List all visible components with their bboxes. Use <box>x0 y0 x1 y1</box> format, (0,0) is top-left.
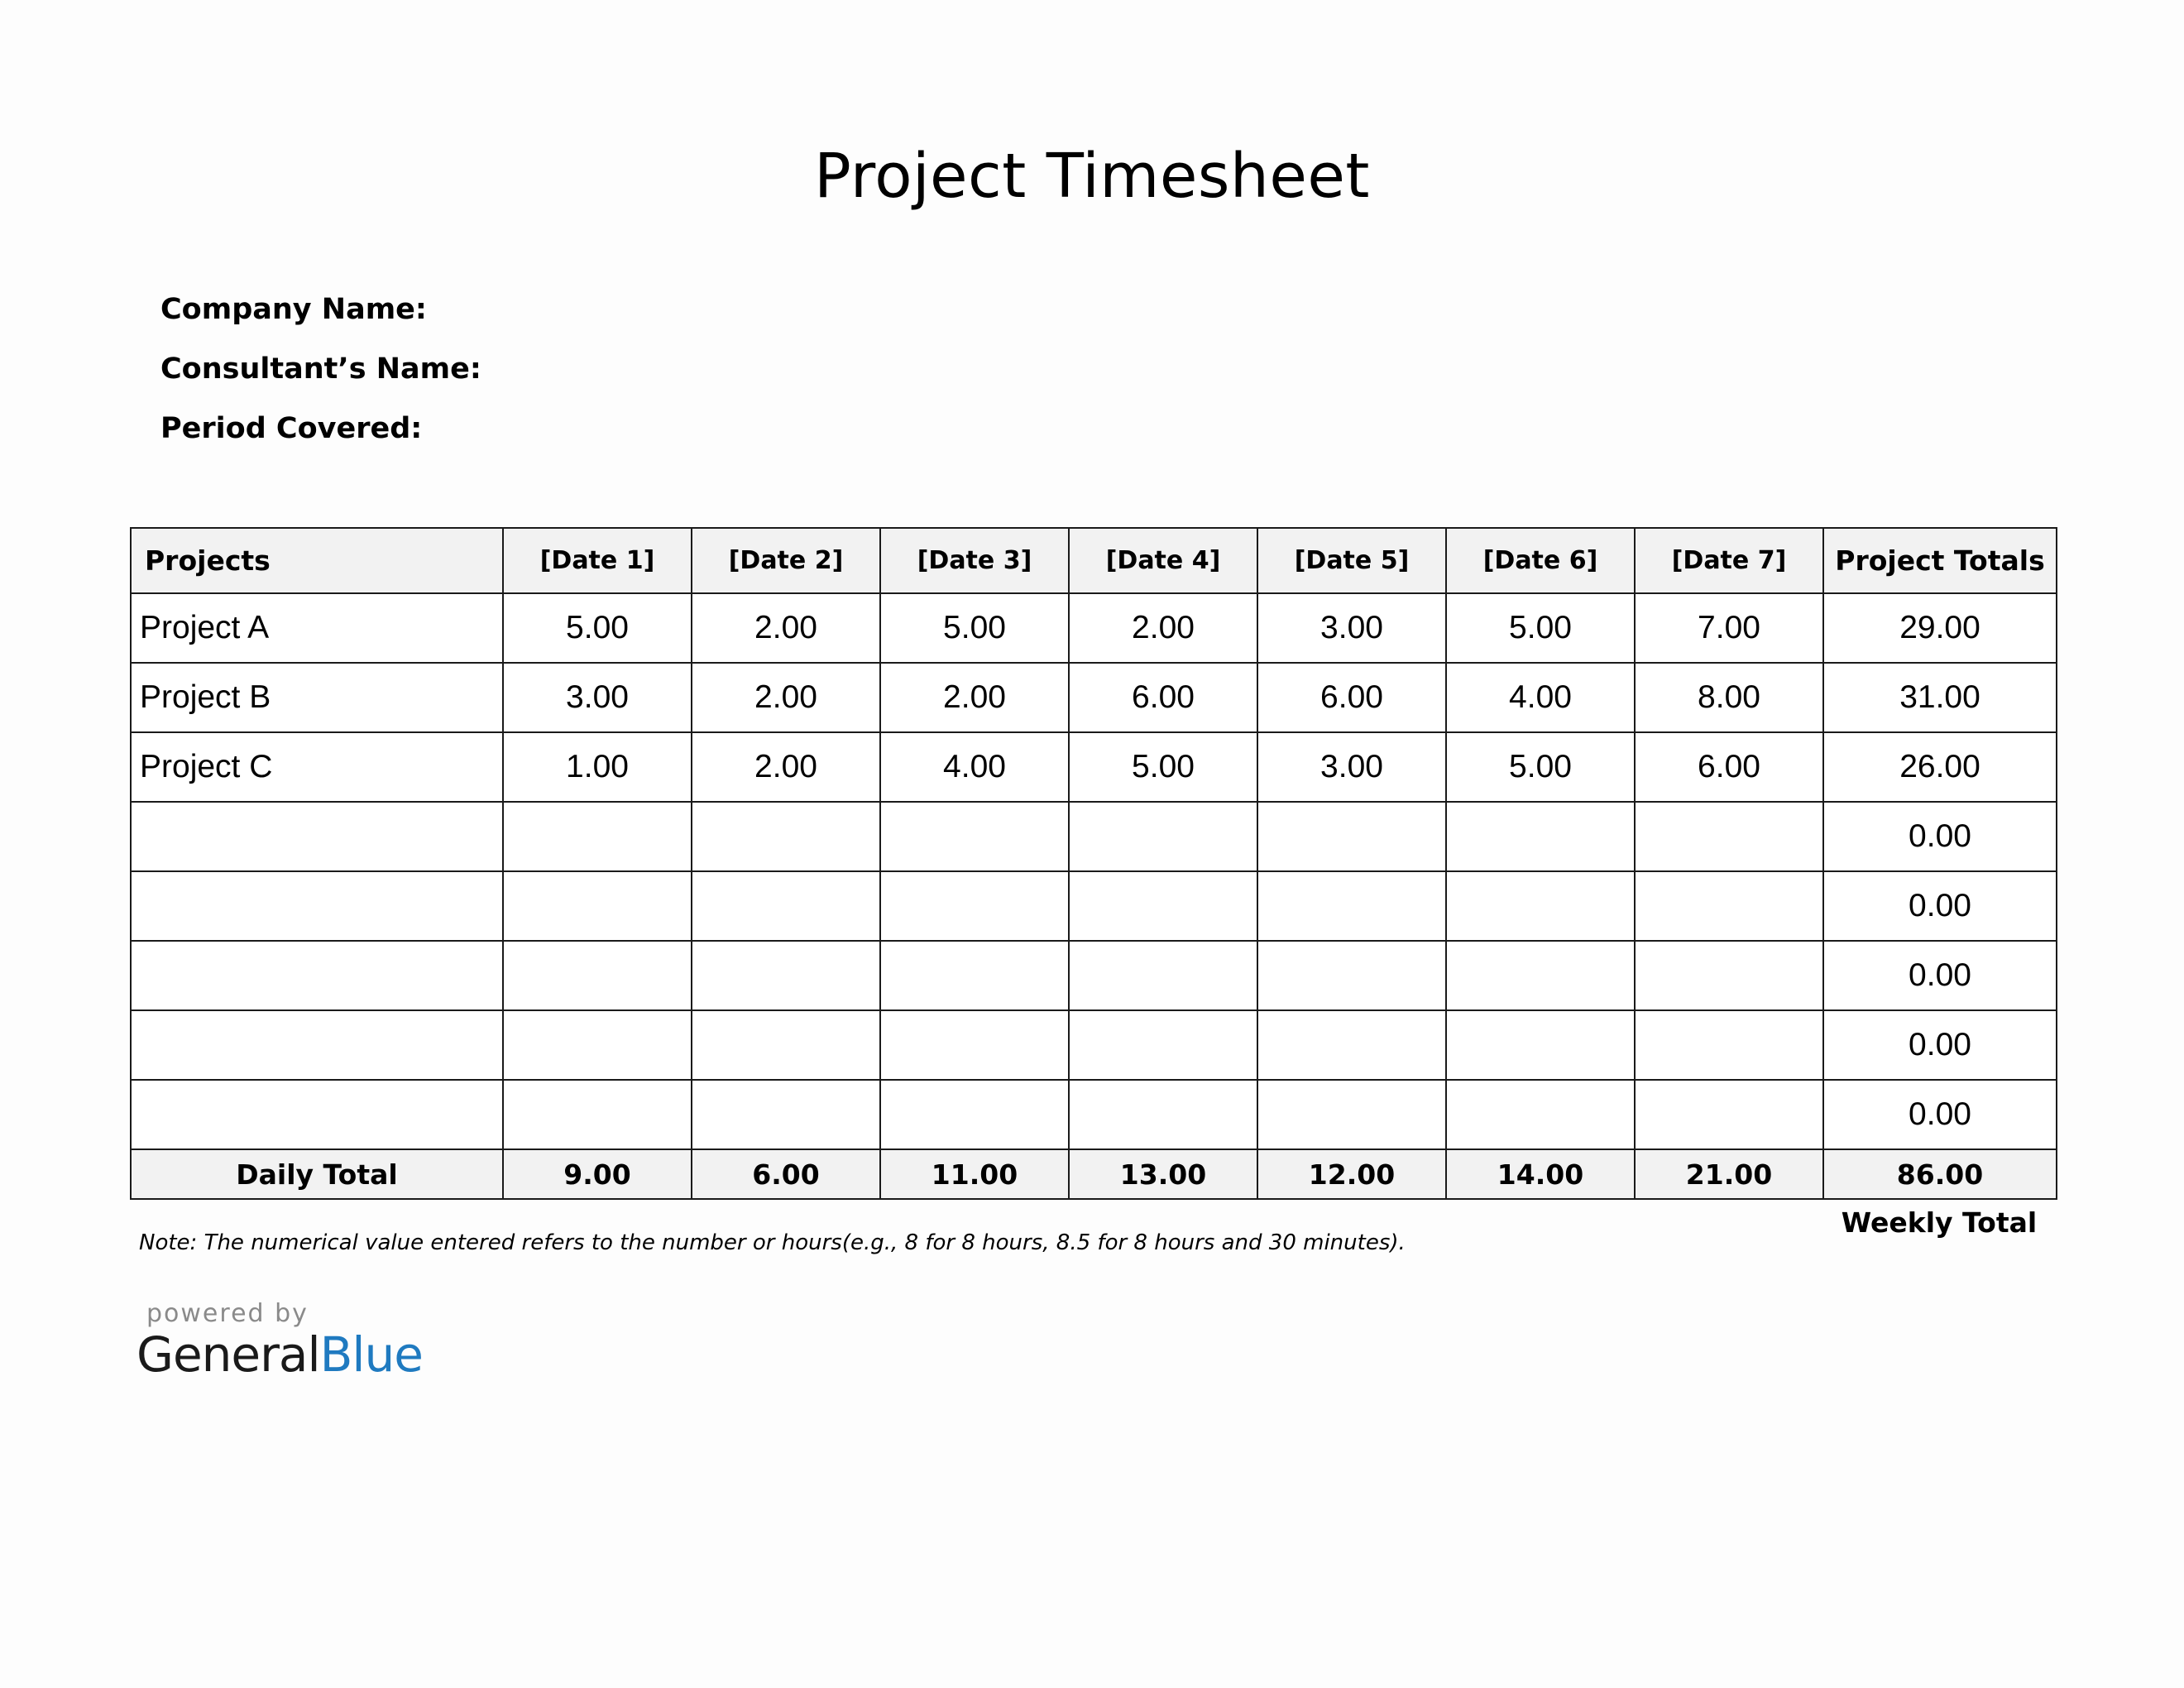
hours-cell[interactable]: 2.00 <box>1069 593 1257 663</box>
hours-cell[interactable] <box>1635 941 1823 1010</box>
hours-cell[interactable] <box>692 871 880 941</box>
hours-cell[interactable] <box>880 941 1069 1010</box>
daily-total-cell: 11.00 <box>880 1149 1069 1199</box>
hours-cell[interactable] <box>1446 1010 1635 1080</box>
hours-cell[interactable] <box>1257 1080 1446 1149</box>
hours-cell[interactable]: 3.00 <box>1257 593 1446 663</box>
hours-cell[interactable] <box>1635 802 1823 871</box>
daily-total-cell: 12.00 <box>1257 1149 1446 1199</box>
table-row <box>131 593 2057 663</box>
hours-cell[interactable] <box>1257 871 1446 941</box>
hours-cell[interactable] <box>880 1010 1069 1080</box>
project-total-cell: 0.00 <box>1823 941 2057 1010</box>
hours-cell[interactable] <box>1257 802 1446 871</box>
hours-cell[interactable] <box>503 941 692 1010</box>
daily-total-cell: 21.00 <box>1635 1149 1823 1199</box>
hours-cell[interactable] <box>1635 1010 1823 1080</box>
header-date-2: [Date 2] <box>692 528 880 593</box>
project-name-cell[interactable]: Project C <box>131 732 503 802</box>
daily-total-row <box>131 1149 2057 1199</box>
project-total-cell: 0.00 <box>1823 802 2057 871</box>
hours-cell[interactable] <box>1069 1080 1257 1149</box>
hours-cell[interactable] <box>503 871 692 941</box>
daily-total-cell: 13.00 <box>1069 1149 1257 1199</box>
project-name-cell[interactable]: Project B <box>131 663 503 732</box>
weekly-total-label: Weekly Total <box>1841 1206 2038 1239</box>
project-total-cell: 31.00 <box>1823 663 2057 732</box>
hours-cell[interactable]: 7.00 <box>1635 593 1823 663</box>
hours-cell[interactable]: 5.00 <box>1069 732 1257 802</box>
hours-cell[interactable]: 6.00 <box>1257 663 1446 732</box>
header-date-5: [Date 5] <box>1257 528 1446 593</box>
page-title: Project Timesheet <box>814 141 1370 212</box>
project-name-cell[interactable] <box>131 871 503 941</box>
daily-total-cell: 9.00 <box>503 1149 692 1199</box>
header-date-6: [Date 6] <box>1446 528 1635 593</box>
hours-cell[interactable] <box>1257 941 1446 1010</box>
hours-cell[interactable] <box>1446 802 1635 871</box>
hours-cell[interactable]: 5.00 <box>1446 732 1635 802</box>
hours-cell[interactable]: 5.00 <box>1446 593 1635 663</box>
table-row <box>131 1080 2057 1149</box>
consultant-name-label: Consultant’s Name: <box>160 352 481 386</box>
header-date-4: [Date 4] <box>1069 528 1257 593</box>
hours-cell[interactable] <box>1446 941 1635 1010</box>
header-date-7: [Date 7] <box>1635 528 1823 593</box>
hours-cell[interactable]: 6.00 <box>1635 732 1823 802</box>
table-row <box>131 1010 2057 1080</box>
project-total-cell: 0.00 <box>1823 1080 2057 1149</box>
project-name-cell[interactable] <box>131 941 503 1010</box>
project-total-cell: 26.00 <box>1823 732 2057 802</box>
project-name-cell[interactable] <box>131 1010 503 1080</box>
hours-cell[interactable]: 2.00 <box>880 663 1069 732</box>
hours-cell[interactable] <box>880 871 1069 941</box>
project-name-cell[interactable]: Project A <box>131 593 503 663</box>
logo-text-blue: Blue <box>319 1326 423 1383</box>
hours-cell[interactable] <box>1257 1010 1446 1080</box>
hours-cell[interactable] <box>692 802 880 871</box>
project-name-cell[interactable] <box>131 1080 503 1149</box>
header-projects: Projects <box>131 528 503 593</box>
hours-cell[interactable] <box>692 1080 880 1149</box>
project-name-cell[interactable] <box>131 802 503 871</box>
hours-cell[interactable]: 4.00 <box>1446 663 1635 732</box>
period-covered-label: Period Covered: <box>160 412 423 445</box>
company-name-label: Company Name: <box>160 293 427 326</box>
hours-cell[interactable] <box>1069 1010 1257 1080</box>
hours-cell[interactable] <box>692 1010 880 1080</box>
table-row <box>131 871 2057 941</box>
powered-by-text: powered by <box>146 1299 309 1328</box>
timesheet-meta <box>160 288 481 467</box>
hours-cell[interactable] <box>1446 871 1635 941</box>
weekly-total-value: 86.00 <box>1823 1149 2057 1199</box>
hours-cell[interactable] <box>1069 802 1257 871</box>
hours-cell[interactable] <box>880 1080 1069 1149</box>
hours-cell[interactable]: 2.00 <box>692 663 880 732</box>
daily-total-label: Daily Total <box>131 1149 503 1199</box>
project-total-cell: 0.00 <box>1823 871 2057 941</box>
daily-total-cell: 14.00 <box>1446 1149 1635 1199</box>
logo-text-general: General <box>136 1326 320 1383</box>
hours-cell[interactable] <box>1635 1080 1823 1149</box>
table-header-row <box>131 528 2057 593</box>
hours-cell[interactable] <box>503 1010 692 1080</box>
timesheet-table <box>130 527 2057 1200</box>
hours-cell[interactable]: 6.00 <box>1069 663 1257 732</box>
header-date-3: [Date 3] <box>880 528 1069 593</box>
hours-cell[interactable]: 1.00 <box>503 732 692 802</box>
note-text: Note: The numerical value entered refers to the number or hours(e.g., 8 for 8 hours, 8.5 for 8 hours and 30 minutes). <box>139 1230 1406 1255</box>
hours-cell[interactable]: 5.00 <box>880 593 1069 663</box>
generalblue-logo[interactable] <box>136 1326 423 1383</box>
table-row <box>131 732 2057 802</box>
hours-cell[interactable] <box>503 802 692 871</box>
hours-cell[interactable] <box>692 941 880 1010</box>
daily-total-cell: 6.00 <box>692 1149 880 1199</box>
table-row <box>131 663 2057 732</box>
hours-cell[interactable]: 5.00 <box>503 593 692 663</box>
hours-cell[interactable] <box>1069 871 1257 941</box>
hours-cell[interactable] <box>1069 941 1257 1010</box>
header-project-totals: Project Totals <box>1823 528 2057 593</box>
hours-cell[interactable]: 2.00 <box>692 732 880 802</box>
hours-cell[interactable]: 8.00 <box>1635 663 1823 732</box>
table-row <box>131 941 2057 1010</box>
hours-cell[interactable]: 3.00 <box>1257 732 1446 802</box>
hours-cell[interactable]: 3.00 <box>503 663 692 732</box>
hours-cell[interactable] <box>1446 1080 1635 1149</box>
project-total-cell: 29.00 <box>1823 593 2057 663</box>
hours-cell[interactable]: 4.00 <box>880 732 1069 802</box>
project-total-cell: 0.00 <box>1823 1010 2057 1080</box>
hours-cell[interactable]: 2.00 <box>692 593 880 663</box>
hours-cell[interactable] <box>503 1080 692 1149</box>
table-row <box>131 802 2057 871</box>
hours-cell[interactable] <box>880 802 1069 871</box>
header-date-1: [Date 1] <box>503 528 692 593</box>
hours-cell[interactable] <box>1635 871 1823 941</box>
